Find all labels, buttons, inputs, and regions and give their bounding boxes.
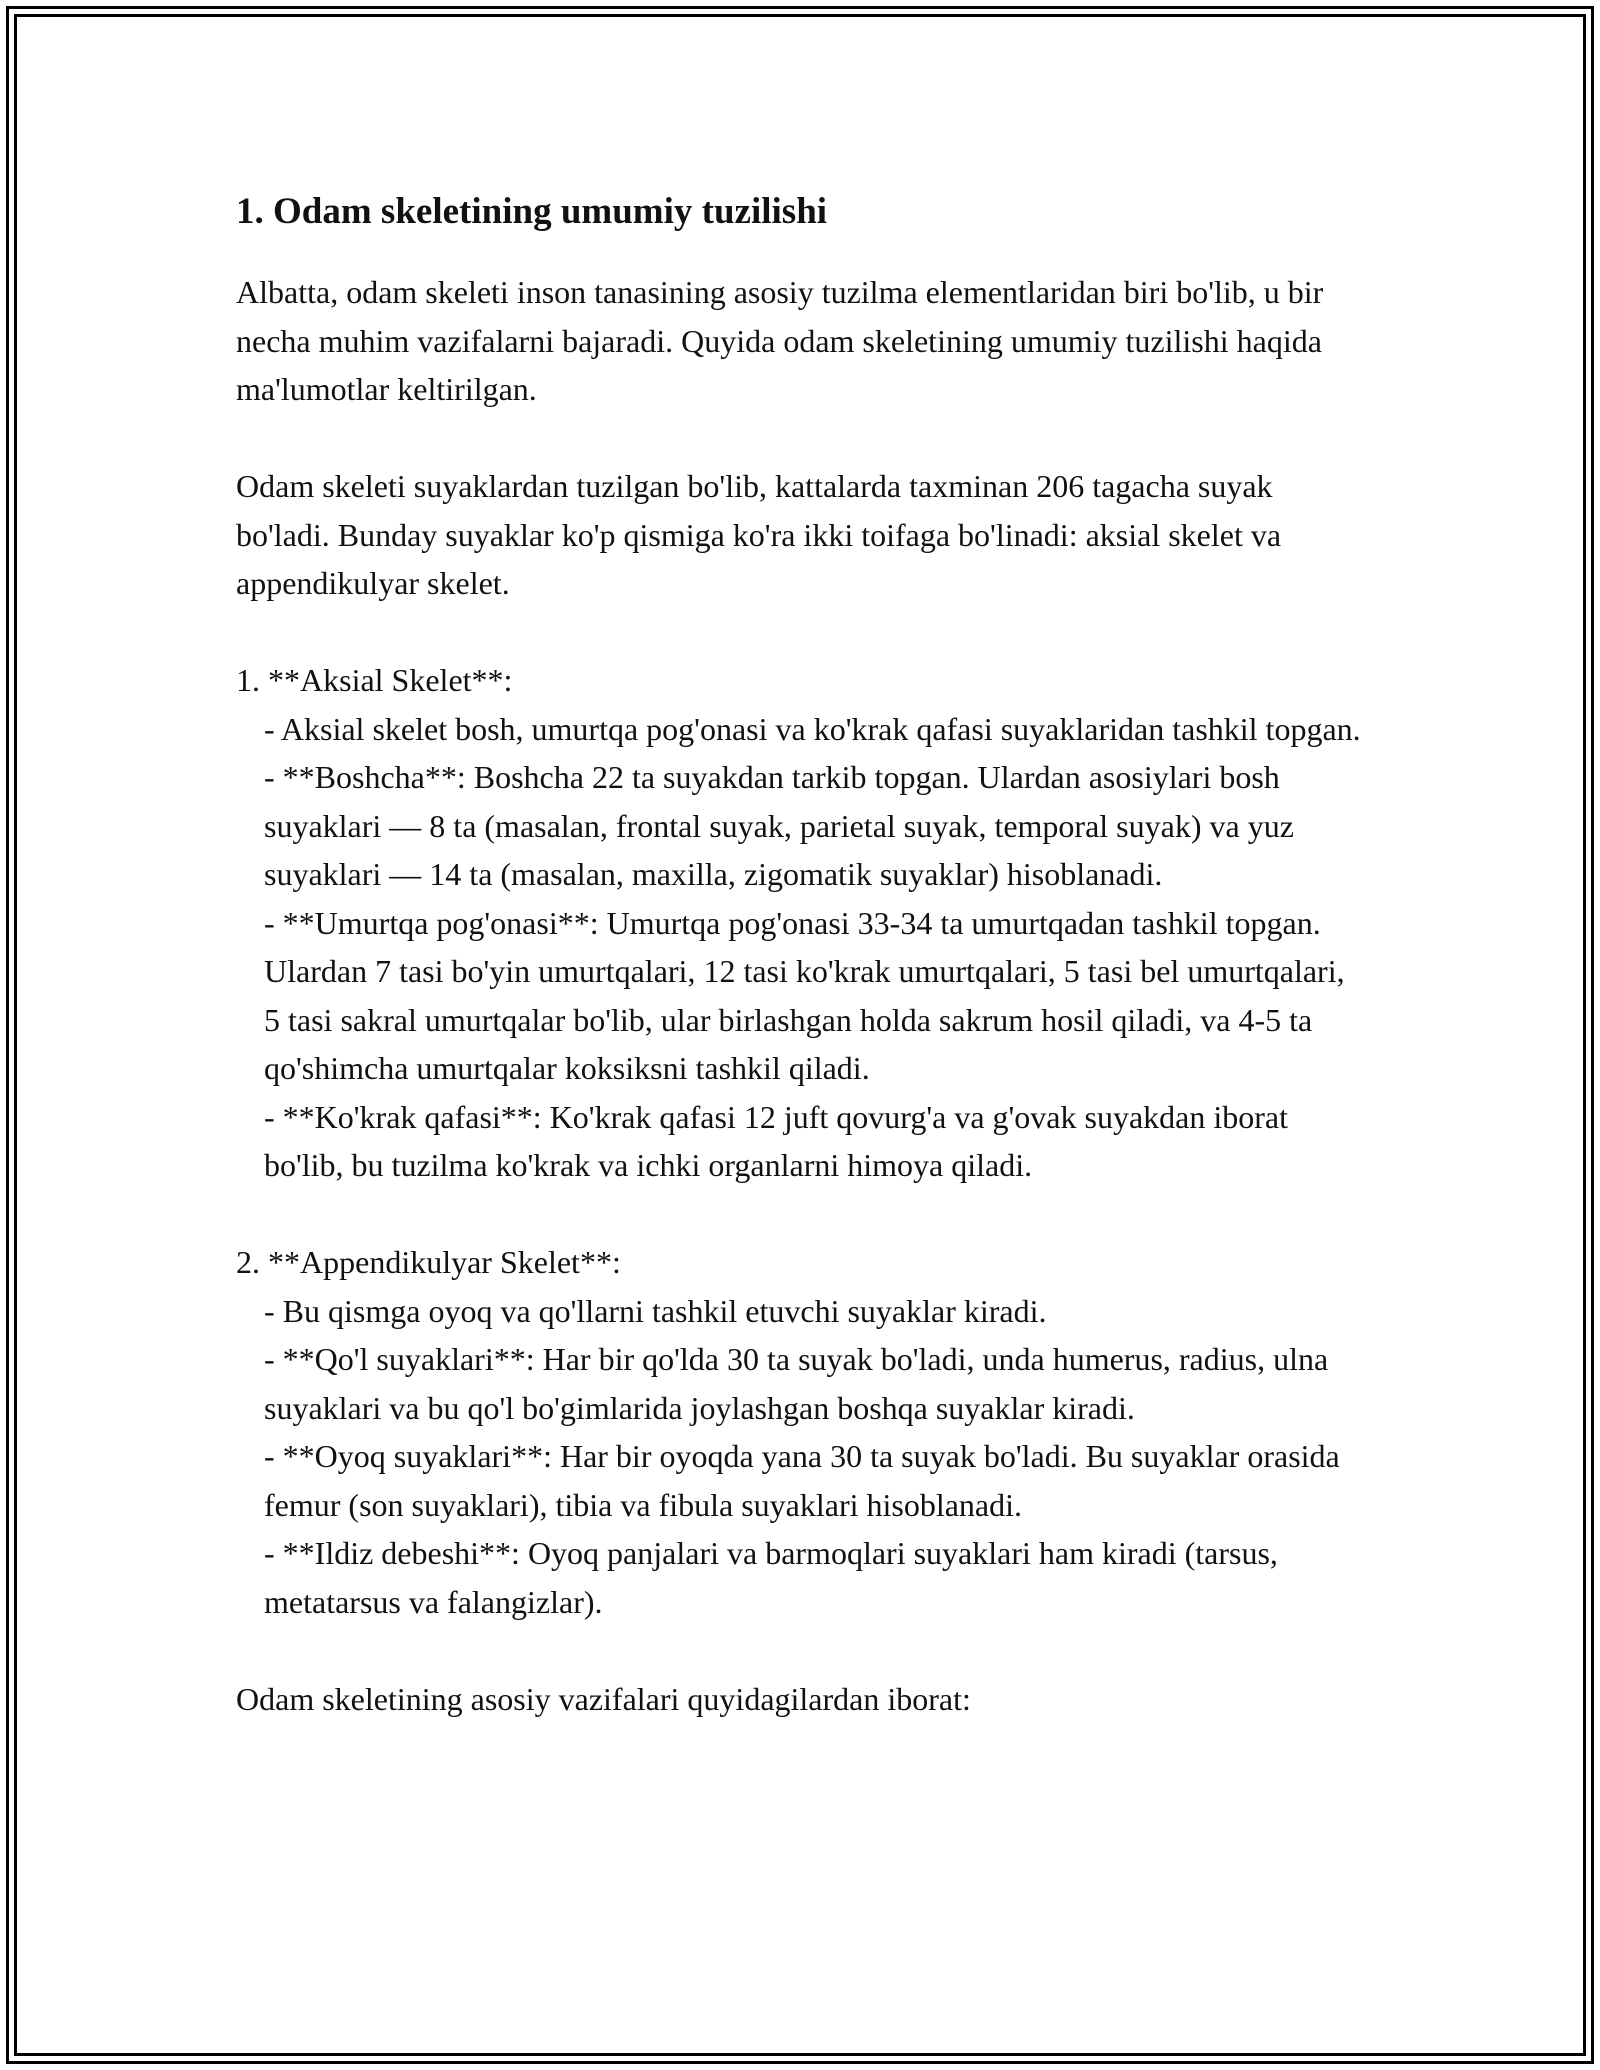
appendicular-item-leg: - **Oyoq suyaklari**: Har bir oyoqda yana 30 ta suyak bo'ladi. Bu suyaklar orasida femur (son suyaklari), tibia va fibula suyaklari hisoblanadi. bbox=[264, 1438, 1348, 1523]
closing-paragraph: Odam skeletining asosiy vazifalari quyidagilardan iborat: bbox=[236, 1680, 971, 1717]
intro-paragraph: Albatta, odam skeleti inson tanasining asosiy tuzilma elementlaridan biri bo'lib, u bir necha muhim vazifalarni bajaradi. Quyida odam skeletining umumiy tuzilishi haqida ma'lumotlar keltirilgan. bbox=[236, 274, 1332, 407]
appendicular-item: - Bu qismga oyoq va qo'llarni tashkil etuvchi suyaklar kiradi. bbox=[264, 1292, 1047, 1329]
appendicular-item-arm: - **Qo'l suyaklari**: Har bir qo'lda 30 ta suyak bo'ladi, unda humerus, radius, ulna suyaklari va bu qo'l bo'gimlarida joylashgan boshqa suyaklar kiradi. bbox=[264, 1341, 1337, 1426]
axial-item-ribcage: - **Ko'krak qafasi**: Ko'krak qafasi 12 juft qovurg'a va g'ovak suyakdan iborat bo'lib, bu tuzilma ko'krak va ichki organlarni himoya qiladi. bbox=[264, 1098, 1296, 1183]
axial-skeleton-section bbox=[236, 656, 1366, 1190]
appendicular-skeleton-section bbox=[236, 1238, 1366, 1626]
appendicular-item-foot: - **Ildiz debeshi**: Oyoq panjalari va barmoqlari suyaklari ham kiradi (tarsus, metatarsus va falangizlar). bbox=[264, 1535, 1286, 1620]
axial-item-skull: - **Boshcha**: Boshcha 22 ta suyakdan tarkib topgan. Ulardan asosiylari bosh suyaklari — 8 ta (masalan, frontal suyak, parietal suyak, temporal suyak) va yuz suyaklari — 14 ta (masalan, maxilla, zigomatik suyaklar) hisoblanadi. bbox=[264, 759, 1302, 892]
document-body bbox=[236, 188, 1366, 1723]
overview-paragraph: Odam skeleti suyaklardan tuzilgan bo'lib, kattalarda taxminan 206 tagacha suyak bo'ladi. Bunday suyaklar ko'p qismiga ko'ra ikki toifaga bo'linadi: aksial skelet va appendikulyar skelet. bbox=[236, 468, 1290, 601]
document-heading: 1. Odam skeletining umumiy tuzilishi bbox=[236, 191, 828, 232]
axial-item: - Aksial skelet bosh, umurtqa pog'onasi va ko'krak qafasi suyaklaridan tashkil topgan. bbox=[264, 710, 1361, 747]
appendicular-section-title: 2. **Appendikulyar Skelet**: bbox=[236, 1244, 621, 1280]
axial-section-title: 1. **Aksial Skelet**: bbox=[236, 662, 513, 698]
axial-item-spine: - **Umurtqa pog'onasi**: Umurtqa pog'onasi 33-34 ta umurtqadan tashkil topgan. Ulardan 7 tasi bo'yin umurtqalari, 12 tasi ko'krak umurtqalari, 5 tasi bel umurtqalari, 5 tasi sakral umurtqalar bo'lib, ular birlashgan holda sakrum hosil qiladi, va 4-5 ta qo'shimcha umurtqalar koksiksni tashkil qiladi. bbox=[264, 904, 1353, 1086]
